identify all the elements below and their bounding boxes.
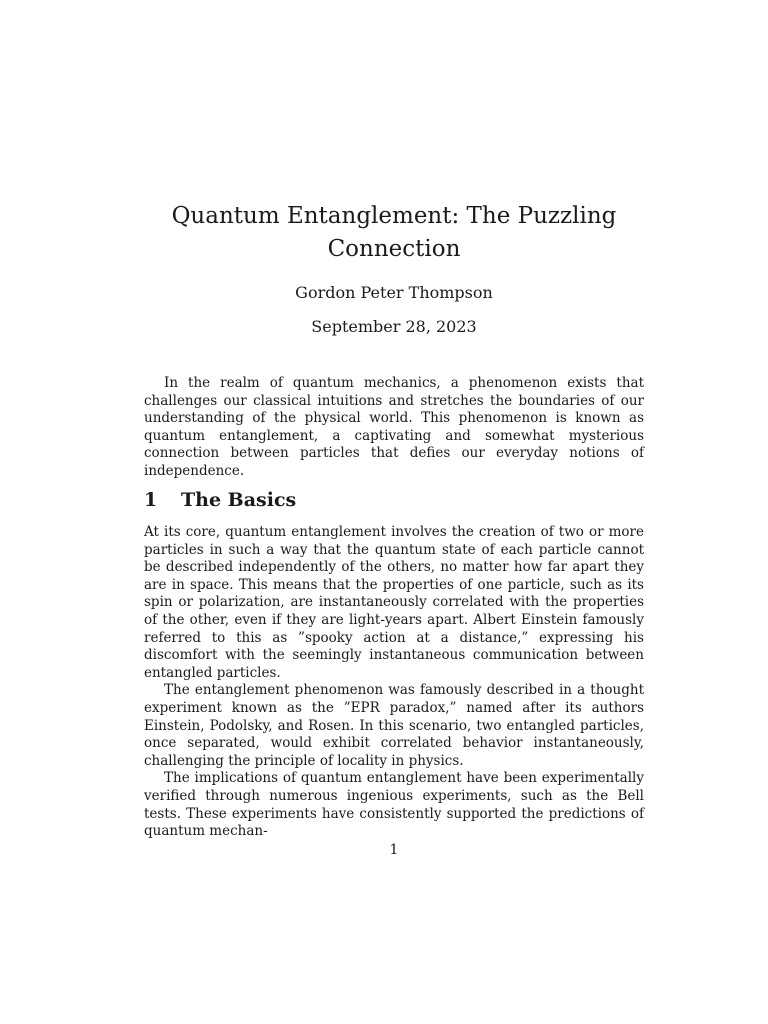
author-name: Gordon Peter Thompson <box>295 283 493 302</box>
section-title: The Basics <box>181 489 297 511</box>
body-paragraph: At its core, quantum entanglement involves the creation of two or more particles in such a way that the quantum state of each particle cannot be described independently of the others, no matter how far apart they are in space. This means that the properties of one particle, such as its spin or polarization, are instantaneously correlated with the properties of the other, even if they are light-years apart. Albert Einstein famously referred to this as ”spooky action at a distance,” expressing his discomfort with the seemingly instantaneous communication between entangled particles. <box>144 524 644 681</box>
abstract-paragraph: In the realm of quantum mechanics, a phenomenon exists that challenges our classical intuitions and stretches the boundaries of our understanding of the physical world. This phenomenon is known as quantum entanglement, a captivating and somewhat mysterious connection between particles that defies our everyday notions of independence. <box>144 375 644 479</box>
section-number: 1 <box>144 489 158 511</box>
section-heading <box>144 487 296 513</box>
section-body <box>144 524 644 841</box>
body-paragraph: The entanglement phenomenon was famously described in a thought experiment known as the ”EPR paradox,” named after its authors Einstein, Podolsky, and Rosen. In this scenario, two entangled particles, once separated, would exhibit correlated behavior instantaneously, challenging the principle of locality in physics. <box>144 682 644 769</box>
paper-title: Quantum Entanglement: The Puzzling Connection <box>171 203 617 262</box>
publication-date: September 28, 2023 <box>311 317 477 336</box>
page-number: 1 <box>389 842 399 858</box>
body-paragraph: The implications of quantum entanglement have been experimentally verified through numerous ingenious experiments, such as the Bell tests. These experiments have consistently supported the predictions of quantum mechan- <box>144 770 644 840</box>
